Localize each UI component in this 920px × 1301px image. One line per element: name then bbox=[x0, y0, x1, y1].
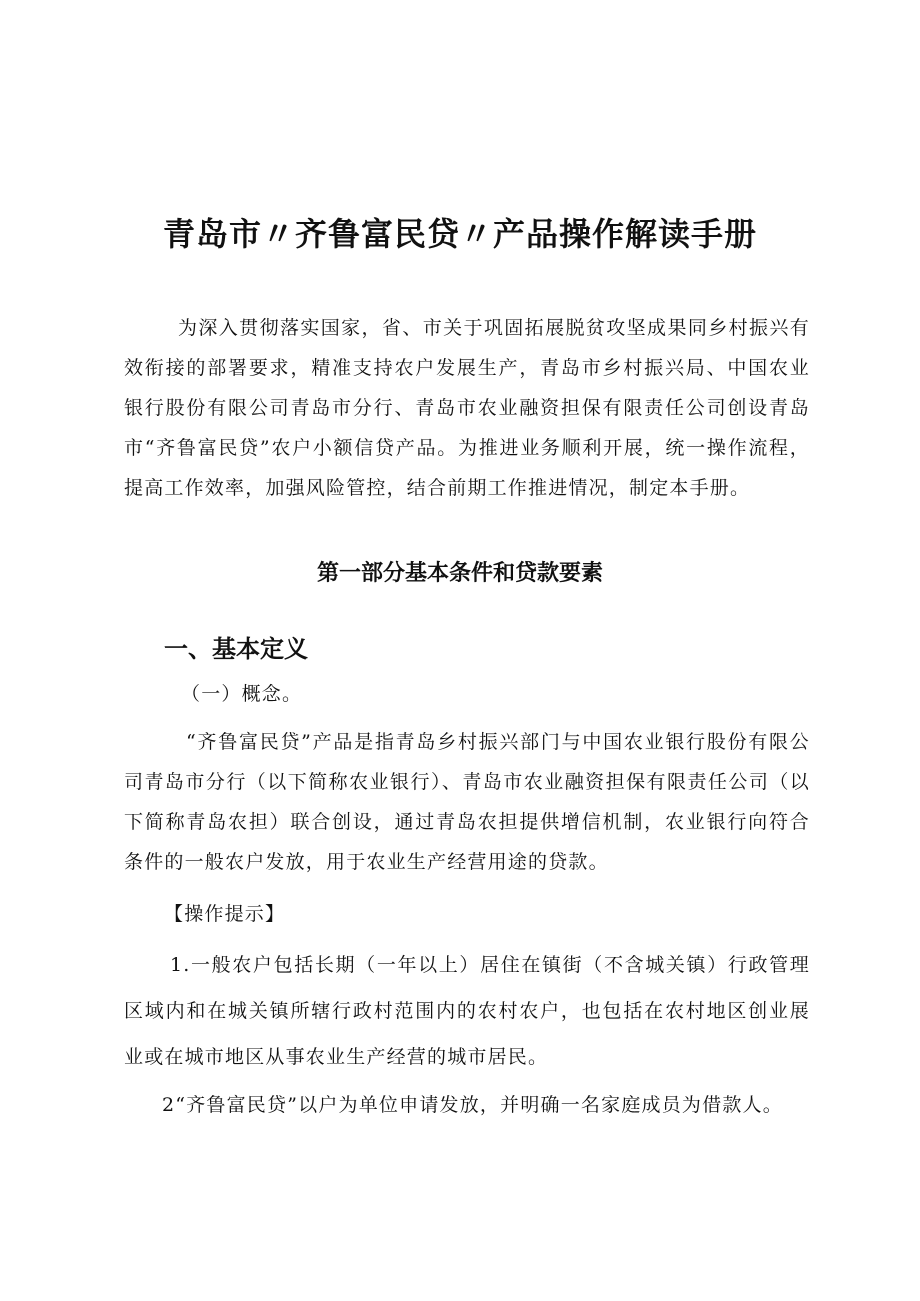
section-heading: 一、基本定义 bbox=[164, 635, 308, 663]
part-heading: 第一部分基本条件和贷款要素 bbox=[316, 561, 603, 586]
intro-paragraph: 为深入贯彻落实国家，省、市关于巩固拓展脱贫攻坚成果同乡村振兴有效衔接的部署要求，精准支持农户发展生产，青岛市乡村振兴局、中国农业银行股份有限公司青岛市分行、青岛市农业融资担保有限责任公司创设青岛市“齐鲁富民贷”农户小额信贷产品。为推进业务顺利开展，统一操作流程，提高工作效率，加强风险管控，结合前期工作推进情况，制定本手册。 bbox=[124, 317, 810, 499]
tip-item-2: 2“齐鲁富民贷”以户为单位申请发放，并明确一名家庭成员为借款人。 bbox=[162, 1094, 783, 1116]
sub-heading: （一）概念。 bbox=[181, 683, 303, 705]
tips-label: 【操作提示】 bbox=[164, 903, 286, 925]
document-title: 青岛市〃齐鲁富民贷〃产品操作解读手册 bbox=[162, 215, 757, 253]
concept-paragraph: “齐鲁富民贷”产品是指青岛乡村振兴部门与中国农业银行股份有限公司青岛市分行（以下简称农业银行）、青岛市农业融资担保有限责任公司（以下简称青岛农担）联合创设，通过青岛农担提供增信机制，农业银行向符合条件的一般农户发放，用于农业生产经营用途的贷款。 bbox=[124, 731, 810, 873]
tip-item-1: 1.一般农户包括长期（一年以上）居住在镇街（不含城关镇）行政管理区域内和在城关镇所辖行政村范围内的农村农户，也包括在农村地区创业展业或在城市地区从事农业生产经营的城市居民。 bbox=[124, 954, 810, 1068]
